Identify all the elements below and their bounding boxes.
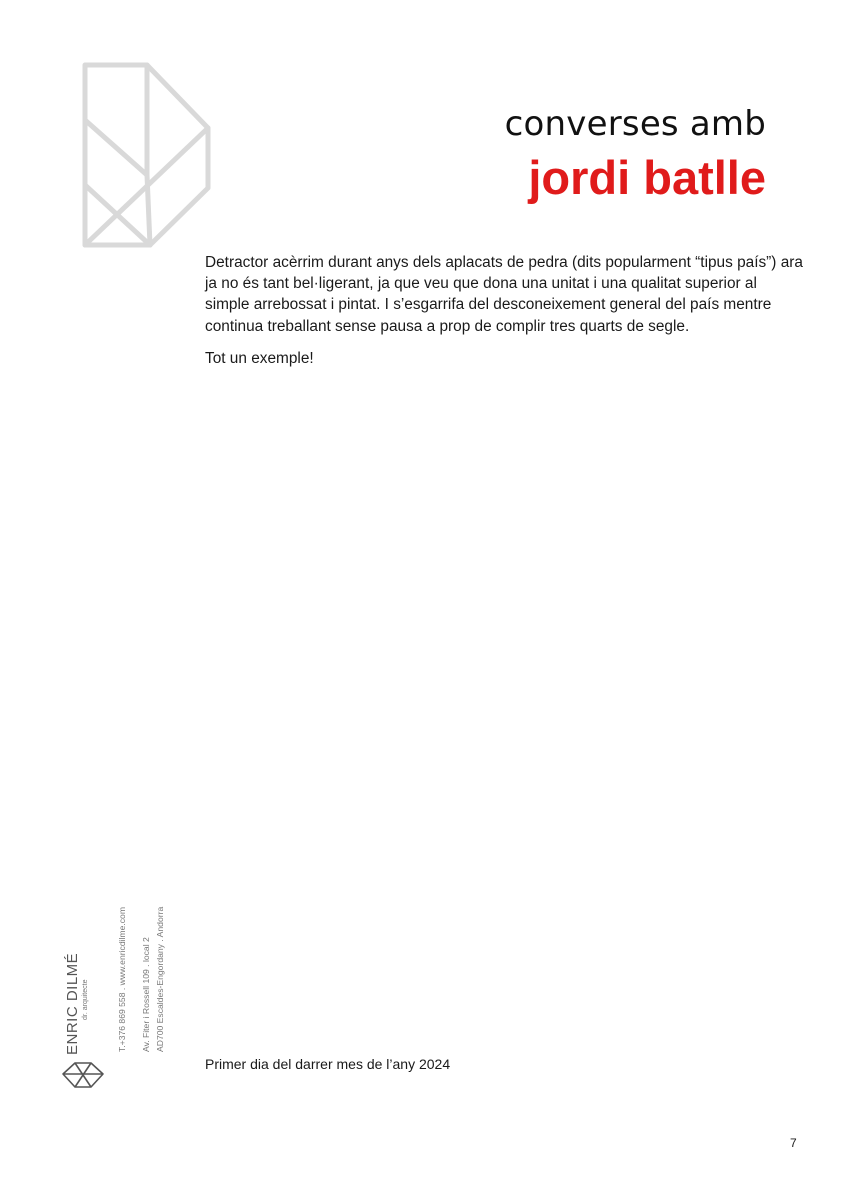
house-outline-icon xyxy=(61,1061,105,1089)
brand-subtitle: dr. arquitecte xyxy=(82,979,89,1020)
page-number: 7 xyxy=(790,1136,797,1150)
footer-date: Primer dia del darrer mes de l’any 2024 xyxy=(205,1056,451,1072)
title-name: jordi batlle xyxy=(528,151,766,204)
architect-monogram-icon xyxy=(80,60,215,250)
paragraph-1: Detractor acèrrim durant anys dels aplacats de pedra (dits popularment “tipus país”) ara ja no és tant bel·ligerant, ja que veu que dona una unitat i una qualitat superior al simple arrebossat i pintat. I s’esgarrifa del desconeixement general del país mentre continua treballant sense pausa a prop de complir tres quarts de segle. xyxy=(205,254,803,335)
title-prefix: converses amb xyxy=(504,104,766,144)
article-body xyxy=(205,252,805,380)
address-line-2: AD700 Escaldes-Engordany . Andorra xyxy=(155,906,165,1052)
paragraph-2: Tot un exemple! xyxy=(205,349,314,367)
address-line-1: Av. Fiter i Rossell 109 . local 2 xyxy=(141,937,151,1052)
contact-info: T.+376 869 558 . www.enricdilme.com xyxy=(117,907,127,1052)
brand-name: ENRIC DILMÉ xyxy=(64,952,81,1055)
